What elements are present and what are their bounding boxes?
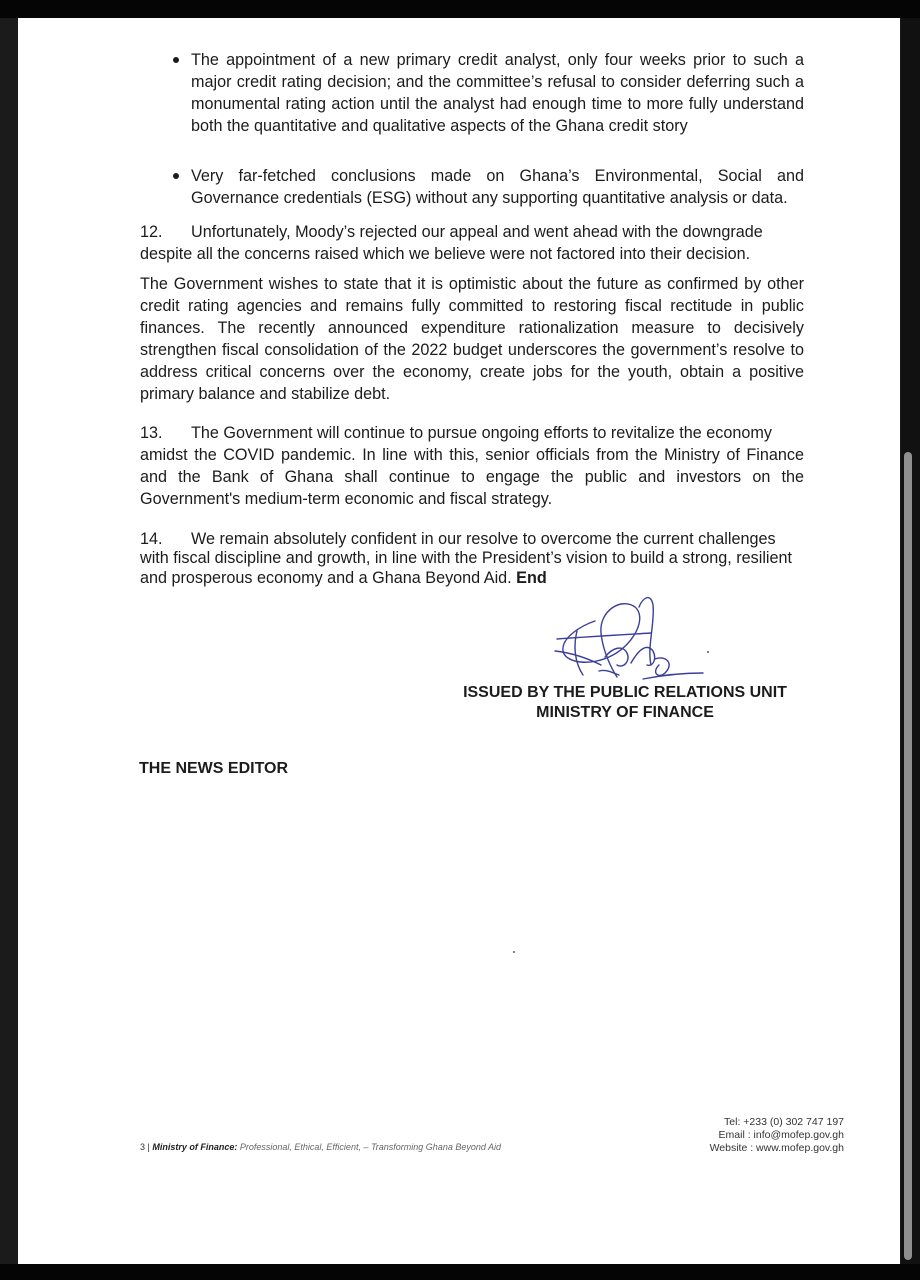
scrollbar-thumb[interactable] bbox=[904, 452, 912, 1260]
paragraph-number-13: 13. bbox=[140, 424, 163, 442]
bullet-dot bbox=[173, 173, 179, 179]
footer-org: Ministry of Finance: bbox=[152, 1142, 238, 1152]
ink-speck bbox=[707, 651, 709, 653]
bullet-dot bbox=[173, 57, 179, 63]
viewer-bottom-bar bbox=[0, 1264, 920, 1280]
issuer-ministry: MINISTRY OF FINANCE bbox=[536, 704, 714, 721]
page-number: 3 | bbox=[140, 1142, 150, 1152]
paragraph-14-text: with fiscal discipline and growth, in line with the President’s vision to build a strong, resilient and prosperous economy and a Ghana Beyond Aid. bbox=[140, 549, 793, 587]
paragraph-14-rest bbox=[140, 548, 820, 588]
paragraph-number-12: 12. bbox=[140, 223, 163, 241]
paragraph-12-first-line: Unfortunately, Moody’s rejected our appeal and went ahead with the downgrade bbox=[191, 223, 763, 241]
contact-tel: Tel: +233 (0) 302 747 197 bbox=[724, 1116, 844, 1128]
end-marker: End bbox=[516, 569, 547, 587]
document-page bbox=[18, 18, 900, 1264]
contact-website: Website : www.mofep.gov.gh bbox=[709, 1142, 844, 1154]
footer-motto: Professional, Ethical, Efficient, – Transforming Ghana Beyond Aid bbox=[239, 1142, 502, 1152]
issuer-unit: ISSUED BY THE PUBLIC RELATIONS UNIT bbox=[463, 684, 787, 701]
viewer-top-bar bbox=[0, 0, 920, 18]
ink-speck bbox=[513, 951, 515, 953]
paragraph-13-rest: amidst the COVID pandemic. In line with this, senior officials from the Ministry of Finance and the Bank of Ghana shall continue to engage the public and investors on the Government's medium-term economic and fiscal strategy. bbox=[140, 446, 804, 508]
signature-image bbox=[543, 593, 718, 688]
paragraph-12-rest: despite all the concerns raised which we believe were not factored into their decision. bbox=[140, 245, 751, 263]
bullet-item-1: The appointment of a new primary credit analyst, only four weeks prior to such a major credit rating decision; and the committee’s refusal to consider deferring such a monumental rating action until the analyst had enough time to more fully understand both the quantitative and qualitative aspects of the Ghana credit story bbox=[191, 51, 804, 135]
paragraph-number-14: 14. bbox=[140, 530, 163, 548]
bullet-item-2: Very far-fetched conclusions made on Ghana’s Environmental, Social and Governance credentials (ESG) without any supporting quantitative analysis or data. bbox=[191, 167, 804, 207]
footer-tagline bbox=[140, 1142, 501, 1152]
paragraph-government-statement: The Government wishes to state that it is optimistic about the future as confirmed by other credit rating agencies and remains fully committed to restoring fiscal rectitude in public finances. The recently announced expenditure rationalization measure to decisively strengthen fiscal consolidation of the 2022 budget underscores the government’s resolve to address critical concerns over the economy, create jobs for the youth, obtain a positive primary balance and stabilize debt. bbox=[140, 275, 804, 403]
recipient-label: THE NEWS EDITOR bbox=[139, 760, 289, 777]
paragraph-13-first-line: The Government will continue to pursue ongoing efforts to revitalize the economy bbox=[191, 424, 772, 442]
contact-email: Email : info@mofep.gov.gh bbox=[718, 1129, 844, 1141]
contact-block bbox=[710, 1116, 844, 1155]
paragraph-14-first-line: We remain absolutely confident in our resolve to overcome the current challenges bbox=[191, 530, 776, 548]
issuer-block bbox=[428, 683, 822, 723]
